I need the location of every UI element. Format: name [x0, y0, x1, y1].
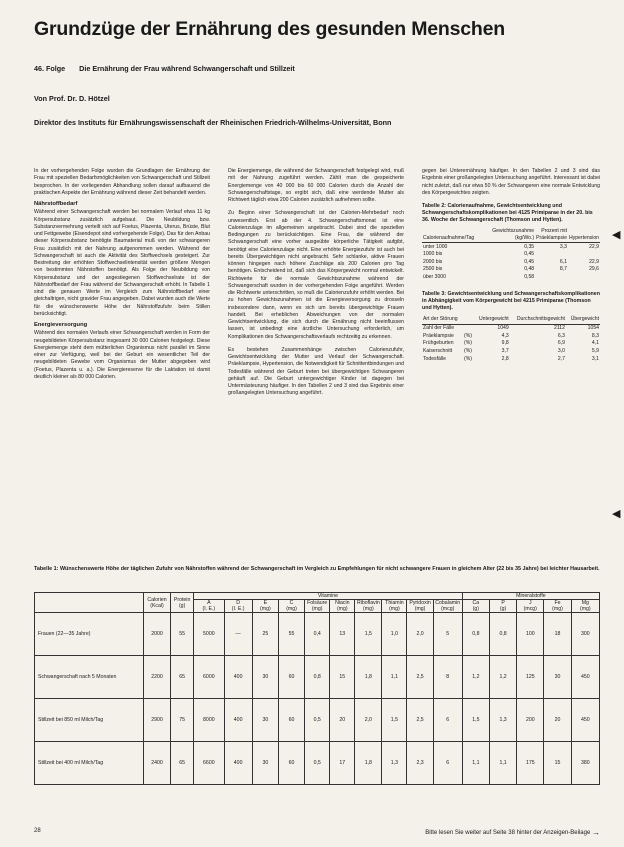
table-cell: 1,2	[489, 656, 516, 699]
table-row: Kaiserschnitt (%) 3,7 3,0 5,9	[423, 348, 599, 355]
table-row: 1000 bis 0,45	[423, 251, 535, 258]
section-heading: Energieversorgung	[34, 322, 88, 328]
table-cell: 1,8	[355, 656, 382, 699]
table-header: Untergewicht	[474, 315, 510, 324]
intro-paragraph: In der vorhergehenden Folge wurden die Grundlagen der Ernährung der Frau mit speziellen Bedarfsmöglichkeiten von Schwangerschaft und Stillzeit besprochen. In der vorliegenden Abhandlung sollen darauf aufbauend die praktischen Aspekte der Ernährung während dieser Zeit behandelt werden.	[34, 168, 210, 196]
table-cell: 0,8	[305, 656, 330, 699]
table-cell: 55	[171, 613, 194, 656]
text-column-3	[422, 168, 600, 363]
row-label: Frauen (22—35 Jahre)	[35, 613, 144, 656]
text-column-1	[34, 168, 210, 381]
table-cell: 15	[330, 656, 355, 699]
table-cell: 75	[171, 699, 194, 742]
table-cell: 0,5	[305, 699, 330, 742]
table-cell: 0,8	[489, 613, 516, 656]
body-paragraph: Während einer Schwangerschaft werden bei normalem Verlauf etwa 11 kg Körpersubstanz zusätzlich aufgebaut. Die Neubildung bzw. Substanzvermehrung verteilt sich auf Foetus, Plazenta, Uterus, Brüste, Blut und Fettgewebe (Eisendepot sind vorhergehende Folge). Das für den Anbau dieser Körpersubstanz benötigte Baumaterial muß von der schwangeren Frau zusätzlich mit der Nahrung aufgenommen werden. Während der Schwangerschaft ist auch die Aktivität des Stoffwechsels gesteigert. Zur Bestreitung der erhöhten Stoffwechselintensität werden größere Mengen von bestimmten Nährstoffen benötigt. Als Folge der Neubildung von Körpersubstanz und der angestiegenen Stoffwechselrate ist der Nährstoffbedarf der Frau während der Schwangerschaft erhöht. In Tabelle 1 sind die genauen Werte im Vergleich zum Nährstoffbedarf einer gleichaltrigen, nicht gravider Frau angegeben. Dabei wurden auch die Werte für die wünschenswerte Höhe der Nährstoffzufuhr beim Stillen berücksichtigt.	[34, 209, 210, 317]
table-3	[422, 315, 600, 363]
table-cell: 1,1	[489, 742, 516, 785]
table-cell: 6	[433, 742, 462, 785]
table-header: Übergewicht	[566, 315, 600, 324]
table-header: Mg (mg)	[571, 600, 599, 613]
table-row: Todesfälle (%) 2,8 2,7 3,1	[423, 355, 599, 362]
table-header: Riboflavin (mg)	[355, 600, 382, 613]
table-cell: 1,8	[355, 742, 382, 785]
table-row: unter 1000 0,35 3,3 22,9	[423, 243, 599, 250]
row-label: Schwangerschaft nach 5 Monaten	[35, 656, 144, 699]
table-cell: 1,3	[489, 699, 516, 742]
table-cell: 1,1	[462, 742, 489, 785]
table-cell: 60	[278, 656, 304, 699]
table-cell: 2,5	[407, 656, 433, 699]
table-row: Präeklampsie (%) 4,3 6,3 8,3	[423, 332, 599, 339]
table-cell: 15	[544, 742, 571, 785]
margin-mark: ◀	[612, 229, 621, 241]
institute-line: Direktor des Instituts für Ernährungswissenschaft der Rheinischen Friedrich-Wilhelms-Universität, Bonn	[34, 118, 392, 127]
table-header: E (mg)	[252, 600, 278, 613]
group-header-vitamine: Vitamine	[194, 593, 463, 600]
table-cell: 400	[224, 656, 252, 699]
table-cell: 2000	[143, 613, 170, 656]
body-paragraph: gegen bei Unterernährung häufiger. In den Tabellen 2 und 3 sind das Ergebnis einer großangelegten Untersuchung angeführt. Interessant ist dabei nicht zuletzt, daß nur etwa 50 % der Schwangeren eine normale Entwicklung des Körpergewichtes zeigten.	[422, 168, 600, 196]
table-header: Niacin (mg)	[330, 600, 355, 613]
table-cell: 5000	[194, 613, 224, 656]
table-cell: 6000	[194, 656, 224, 699]
table-header: D (I. E.)	[224, 600, 252, 613]
table-header: Protein (g)	[171, 593, 194, 613]
table-cell: 450	[571, 699, 599, 742]
author-line: Von Prof. Dr. D. Hötzel	[34, 94, 110, 103]
page-number: 28	[34, 828, 41, 834]
table-header: A (I. E.)	[194, 600, 224, 613]
row-label: Stillzeit bei 400 ml Milch/Tag	[35, 742, 144, 785]
table-row	[35, 656, 600, 699]
table-cell: 400	[224, 742, 252, 785]
table-cell: 1,5	[355, 613, 382, 656]
table-cell: 1,1	[382, 656, 407, 699]
table-cell: 1,5	[382, 699, 407, 742]
table-3-caption: Tabelle 3: Gewichtsentwicklung und Schwangerschaftskomplikationen in Abhängigkeit vom Körpergewicht bei 4215 Primiparae (Thomson und Hytten).	[422, 291, 600, 312]
table-row	[35, 699, 600, 742]
table-cell: 2,5	[407, 699, 433, 742]
table-1	[34, 592, 600, 785]
row-label: Stillzeit bei 850 ml Milch/Tag	[35, 699, 144, 742]
table-cell: 20	[330, 699, 355, 742]
table-cell: 6	[433, 699, 462, 742]
table-1-caption: Tabelle 1: Wünschenswerte Höhe der täglichen Zufuhr von Nährstoffen während der Schwangerschaft im Vergleich zu Empfehlungen für nicht schwangere Frauen in gleichem Alter (22 bis 35 Jahre) bei leichter Hausarbeit.	[34, 566, 600, 572]
table-row	[35, 742, 600, 785]
table-cell: 30	[252, 699, 278, 742]
table-cell: 65	[171, 742, 194, 785]
body-paragraph: Es bestehen Zusammenhänge zwischen Calorienzufuhr, Gewichtsentwicklung der Mutter und Verlauf der Schwangerschaft. Präeklampsie, Hypertension, die Notwendigkeit für Schnittentbindungen und Todesfälle während der Geburt treten bei übergewichtigen Schwangeren gehäuft auf. Die Geburt untergewichtiger Kinder ist dagegen bei Untermästeurung häufiger. In den Tabellen 2 und 3 sind das Ergebnis einer großangelegten Untersuchung angeführt.	[228, 346, 404, 397]
body-paragraph: Während des normalen Verlaufs einer Schwangerschaft werden in Form der neugebildeten Körpersubstanz insgesamt 30 000 Calorien festgelegt. Diese Energiemenge steht dem mütterlichen Organismus nicht parallel im Sinne einer zur Verfügung, weil bei der Geburt ein wesentlicher Teil der neugebildeten Gewebe vom Organismus der Mutter abgegeben wird (Foetus, Plazenta u. a.). Die Energiereserve für die Laktation ist damit deutlich kleiner als 80 000 Calorien.	[34, 330, 210, 380]
table-cell: 5	[433, 613, 462, 656]
table-header: Gewichtszunahme (kg/Wo.)	[475, 227, 535, 243]
arrow-right-icon: →	[592, 828, 600, 837]
margin-mark: ◀	[612, 508, 621, 520]
table-row: Zahl der Fälle 1049 2112 1054	[423, 325, 599, 332]
table-cell: 60	[278, 699, 304, 742]
table-cell: 1,0	[382, 613, 407, 656]
table-corner	[35, 593, 144, 613]
table-row: Frühgeburten (%) 9,8 6,9 4,1	[423, 340, 599, 347]
table-header: Hypertension	[568, 227, 600, 243]
table-header: Calorien (Kcal)	[143, 593, 170, 613]
table-cell: 100	[517, 613, 544, 656]
table-cell: 1,3	[382, 742, 407, 785]
table-cell: 300	[571, 613, 599, 656]
series-number: 46. Folge	[34, 64, 66, 73]
table-header: Fe (mg)	[544, 600, 571, 613]
table-cell: 1,2	[462, 656, 489, 699]
table-cell: 200	[517, 699, 544, 742]
table-cell: 2,0	[407, 613, 433, 656]
table-cell: 8000	[194, 699, 224, 742]
table-header: Thiamin (mg)	[382, 600, 407, 613]
table-cell: 18	[544, 613, 571, 656]
table-cell: 175	[517, 742, 544, 785]
group-header-mineral: Mineralstoffe	[462, 593, 599, 600]
table-cell: 8	[433, 656, 462, 699]
body-paragraph: Die Energiemenge, die während der Schwangerschaft festgelegt wird, muß mit der Nahrung zugeführt werden. Zählt man die gespeicherte Energiemenge von 40 000 bis 60 000 Calorien durch die Anzahl der Schwangerschaftstage, so ergibt sich, daß eine werdende Mutter als Richtwert täglich etwa 200 Calorien zusätzlich aufnehmen sollte.	[228, 168, 404, 203]
table-cell: 380	[571, 742, 599, 785]
table-cell: 450	[571, 656, 599, 699]
table-cell: 30	[252, 742, 278, 785]
table-header: Prozent mit Präeklampsie	[535, 227, 568, 243]
text-column-2	[228, 168, 404, 398]
table-cell: 2,0	[355, 699, 382, 742]
article-title: Grundzüge der Ernährung des gesunden Menschen	[34, 18, 505, 40]
table-row: über 3000 0,58	[423, 274, 535, 281]
table-cell: 55	[278, 613, 304, 656]
table-header: Art der Störung	[422, 315, 463, 324]
table-cell: 125	[517, 656, 544, 699]
table-cell: 2900	[143, 699, 170, 742]
table-cell: 2400	[143, 742, 170, 785]
continuation-note: Bitte lesen Sie weiter auf Seite 38 hinter der Anzeigen-Beilage →	[425, 828, 600, 837]
table-header: Pyridoxin (mg)	[407, 600, 433, 613]
table-cell: 0,5	[305, 742, 330, 785]
table-cell: 0,8	[462, 613, 489, 656]
table-header: Folsäure (mg)	[305, 600, 330, 613]
table-cell: 60	[278, 742, 304, 785]
table-cell: 65	[171, 656, 194, 699]
table-header: J (mcg)	[517, 600, 544, 613]
table-header: P (g)	[489, 600, 516, 613]
table-2-caption: Tabelle 2: Calorienaufnahme, Gewichtsentwicklung und Schwangerschaftskomplikationen bei 4125 Primiparae in der 20. bis 36. Woche der Schwangerschaft (Thomson und Hytten).	[422, 203, 593, 223]
series-topic: Die Ernährung der Frau während Schwangerschaft und Stillzeit	[79, 64, 295, 73]
table-cell: 30	[252, 656, 278, 699]
table-header: Durchschnittsgewicht	[510, 315, 566, 324]
table-header: C (mg)	[278, 600, 304, 613]
table-cell: 400	[224, 699, 252, 742]
table-header: Calorienaufnahme/Tag	[422, 227, 475, 243]
table-row	[35, 613, 600, 656]
table-cell: —	[224, 613, 252, 656]
table-cell: 6600	[194, 742, 224, 785]
table-cell: 25	[252, 613, 278, 656]
table-cell: 20	[544, 699, 571, 742]
series-line	[34, 64, 295, 73]
table-cell: 1,5	[462, 699, 489, 742]
table-cell: 0,4	[305, 613, 330, 656]
table-cell: 13	[330, 613, 355, 656]
table-row: 2000 bis 0,45 6,1 22,9	[423, 258, 599, 265]
body-paragraph: Zu Beginn einer Schwangerschaft ist der Calorien-Mehrbedarf noch unwesentlich. Erst ab der 4. Schwangerschaftsmonat ist eine Calorienzulage im allgemeinen angebracht. Dabei sind die speziellen Bedingungen zu berücksichtigen. Eine Frau, die während der Schwangerschaft eine vorher ausgeübte körperliche Tätigkeit aufgibt, benötigt eine Calorienzulage nicht. Eine erhöhte Energiezufuhr ist auch bei bereits Übergewichtigen nicht angebracht. Sehr schlanke, aktive Frauen können hingegen nach höhere Zuschläge als 200 Calorien pro Tag benötigen. Entscheidend ist, daß sich das Körpergewicht normal entwickelt. Richtwerte für die normale Gewichtszunahme während der Schwangerschaft wurden in der vorhergehenden Folge angeführt. Werden die Richtwerte unterschritten, so muß die Calorienzufuhr erhöht werden. Bei zu hohen Gewichtszunahmen ist die Energieversorgung zu drosseln insbesondere dann, wenn es sich um bereits übergewichtige Frauen handelt. Bei erheblichen Abweichungen von der normalen Gewichtsentwicklung, die sich durch die Ernährung nicht beeinflussen lassen, ist unbedingt eine ärztliche Untersuchung erforderlich, um Komplikationen des Schwangerschaftsverlaufs rechtzeitig zu erkennen.	[228, 210, 404, 340]
table-cell: 2,3	[407, 742, 433, 785]
table-2	[422, 227, 600, 281]
table-header: Ca (g)	[462, 600, 489, 613]
table-cell: 30	[544, 656, 571, 699]
table-row: 2500 bis 0,48 8,7 29,6	[423, 266, 599, 273]
table-header: Cobalamin (mcg)	[433, 600, 462, 613]
table-cell: 17	[330, 742, 355, 785]
section-heading: Nährstoffbedarf	[34, 201, 78, 207]
table-cell: 2200	[143, 656, 170, 699]
